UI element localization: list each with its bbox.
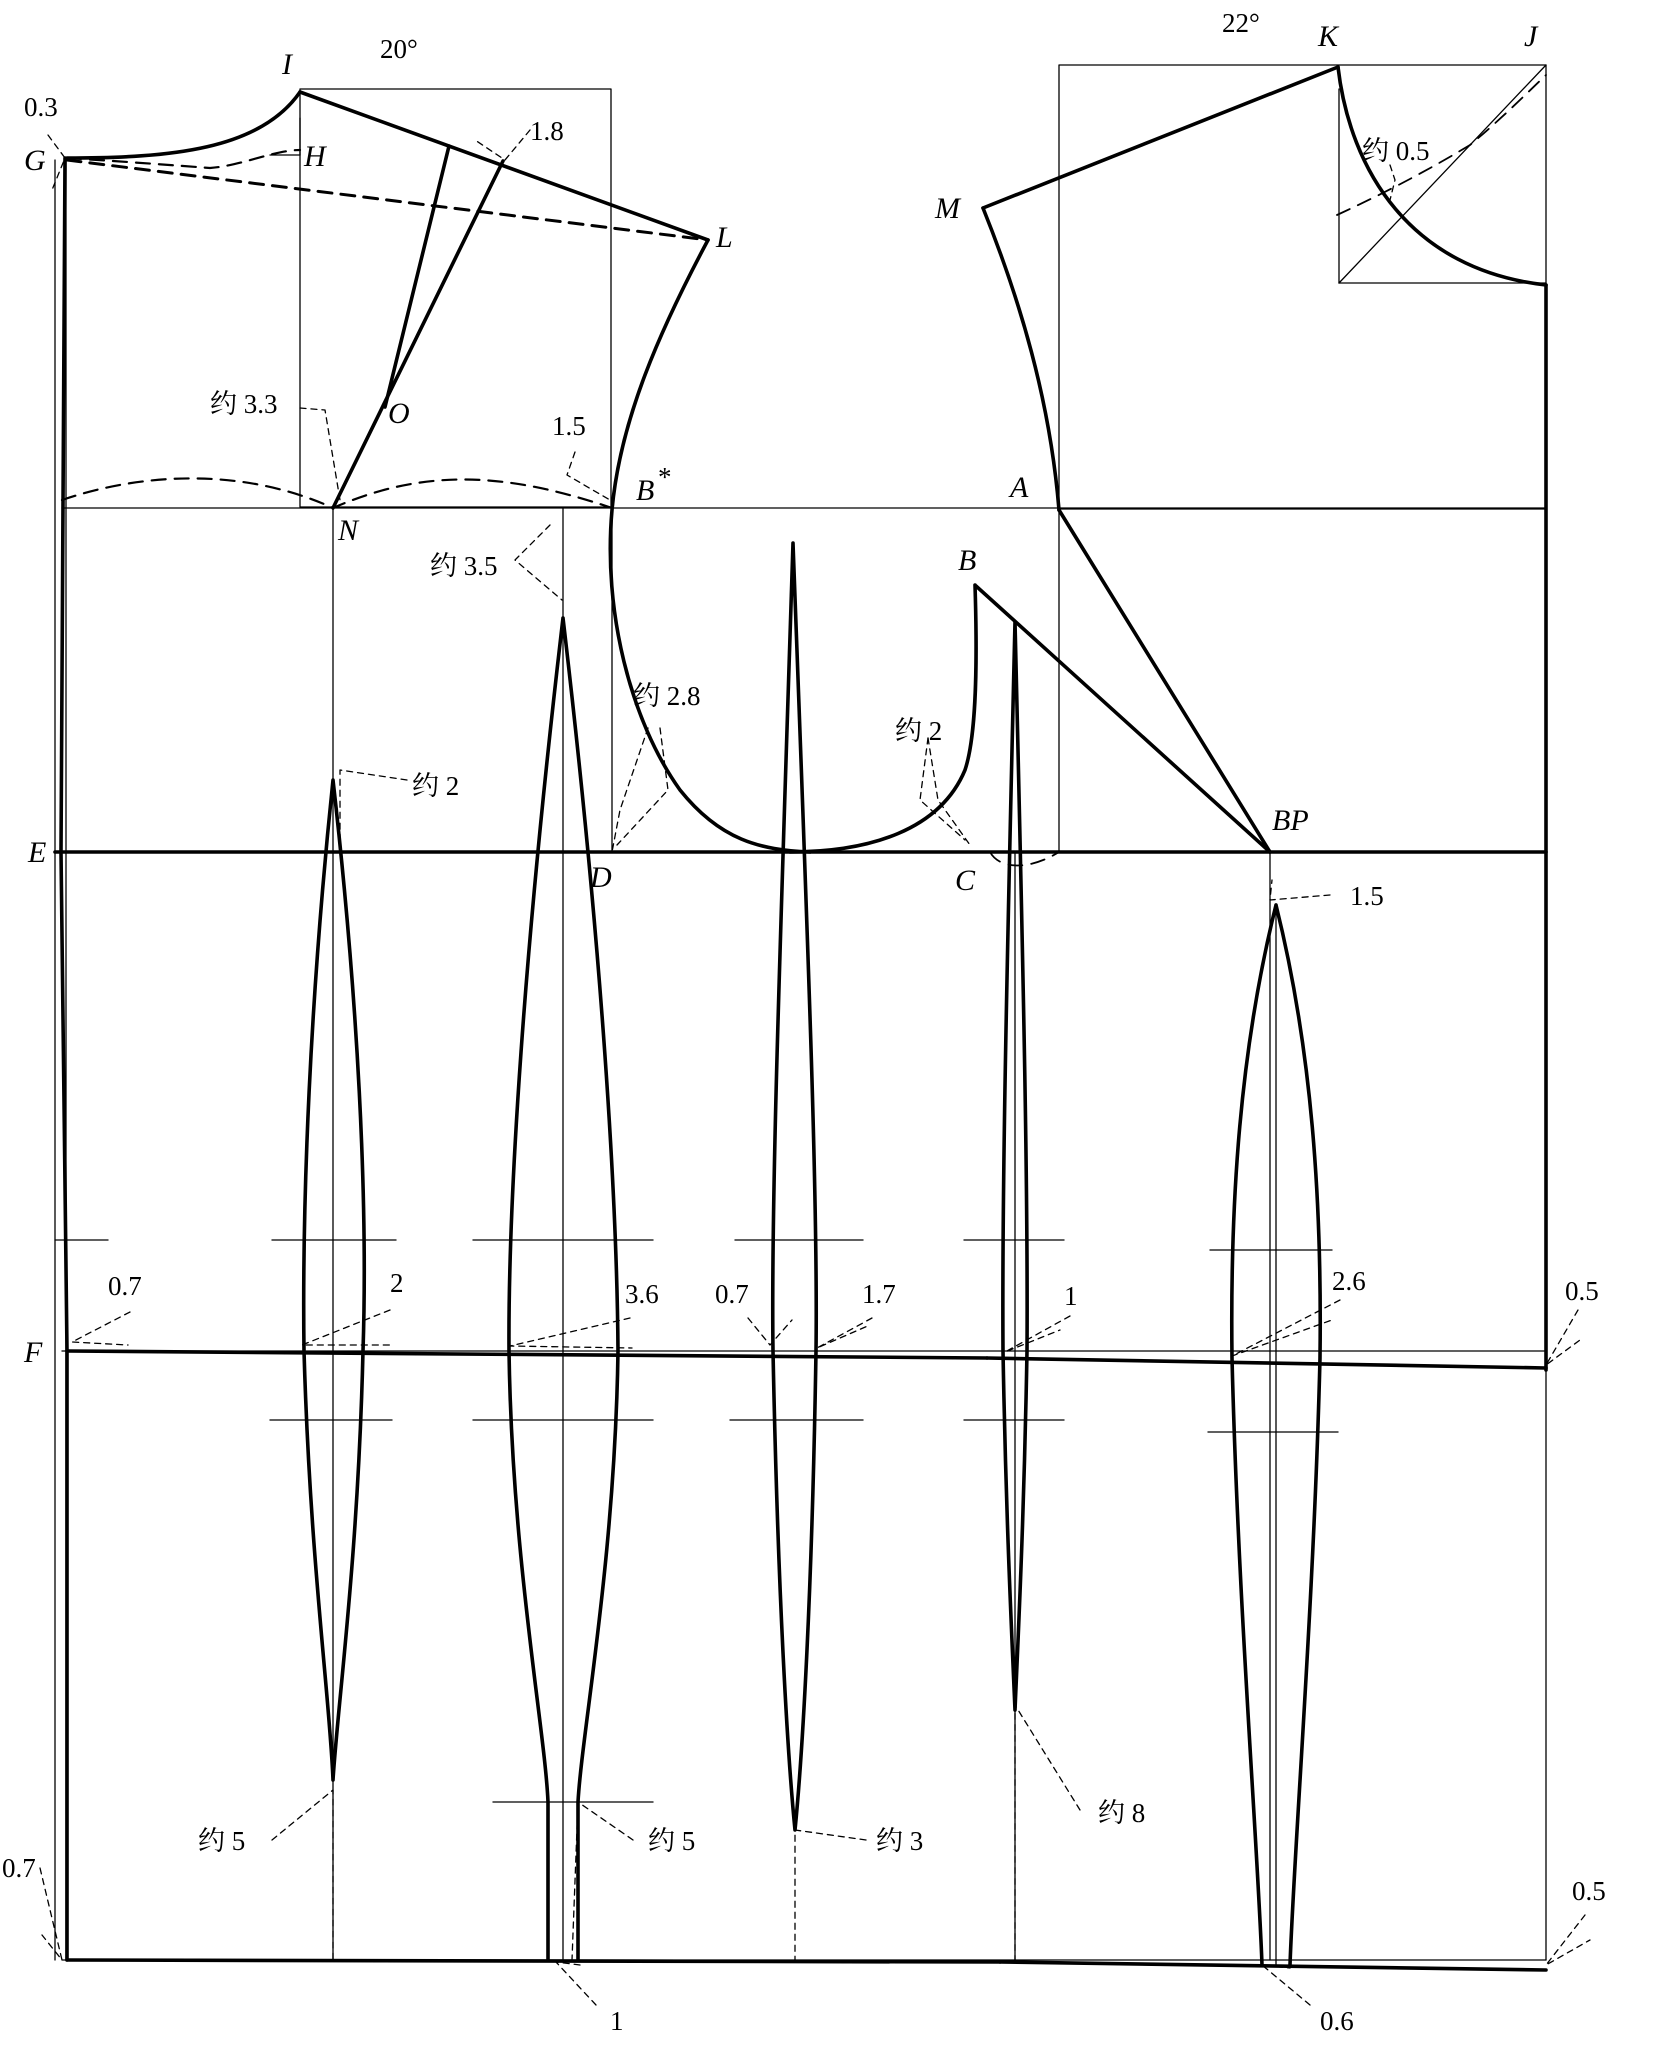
meas-dart-n-top: 约 2	[412, 771, 460, 801]
meas-waist-left: 0.7	[108, 1271, 142, 1301]
meas-side-left: 0.7	[715, 1279, 749, 1309]
label-N: N	[338, 514, 359, 547]
meas-side-offset: 1.5	[552, 411, 586, 441]
meas-armhole-back: 约 2.8	[633, 681, 701, 711]
meas-dart5-width: 2.6	[1332, 1266, 1366, 1296]
meas-waist-right: 0.5	[1565, 1276, 1599, 1306]
dart-1	[304, 780, 365, 1780]
label-H: H	[304, 140, 326, 173]
meas-hem-dart2: 1	[610, 2006, 624, 2036]
back-armhole	[610, 240, 810, 852]
measurement-labels	[2, 92, 1606, 2036]
label-BP: BP	[1272, 804, 1309, 837]
construction-lines	[55, 65, 1546, 1960]
meas-dart1-bottom: 约 5	[198, 1826, 246, 1856]
point-labels	[23, 20, 1539, 1369]
hem-line-left	[67, 1960, 1000, 1962]
label-A: A	[1010, 471, 1029, 504]
front-armhole-lower	[790, 585, 976, 852]
bust-dart-upper	[1059, 510, 1270, 852]
dashed-lines	[62, 75, 1546, 866]
meas-dart4-width: 1	[1064, 1281, 1078, 1311]
label-star: *	[658, 462, 672, 492]
hem-line-right	[1000, 1962, 1546, 1970]
dart-3	[773, 543, 817, 1830]
meas-side-right: 1.7	[862, 1279, 896, 1309]
waist-line-right	[987, 1358, 1546, 1368]
meas-dart-top: 约 3.5	[430, 551, 498, 581]
label-L: L	[716, 221, 733, 254]
angle-labels	[380, 8, 1260, 64]
back-shoulder-dart-right	[333, 161, 503, 508]
label-G: G	[24, 144, 46, 177]
angle-front-shoulder: 22°	[1222, 8, 1260, 38]
meas-dart3-bottom: 约 3	[876, 1826, 924, 1856]
label-D: D	[590, 861, 612, 894]
meas-shoulder-dart: 1.8	[530, 116, 564, 146]
label-M: M	[935, 192, 960, 225]
label-O: O	[388, 397, 410, 430]
label-B-star: B	[636, 474, 655, 507]
meas-armhole-front: 约 2	[895, 716, 943, 746]
meas-bp-drop: 1.5	[1350, 881, 1384, 911]
meas-dart4-bottom: 约 8	[1098, 1798, 1146, 1828]
front-neckline	[1338, 67, 1546, 285]
back-shoulder-line	[300, 92, 708, 240]
label-I: I	[282, 48, 292, 81]
meas-neck-drop: 0.3	[24, 92, 58, 122]
back-shoulder-dart-dash	[67, 160, 708, 240]
front-shoulder-line	[983, 67, 1338, 208]
label-C: C	[955, 864, 976, 897]
waist-line-left	[67, 1351, 987, 1358]
meas-dart2-bottom: 约 5	[648, 1826, 696, 1856]
meas-dart2-width: 3.6	[625, 1279, 659, 1309]
back-neckline	[67, 92, 300, 158]
meas-hem-left: 0.7	[2, 1853, 36, 1883]
pattern-outline	[55, 67, 1546, 1970]
meas-hem-dart5: 0.6	[1320, 2006, 1354, 2036]
meas-dart1-width: 2	[390, 1268, 404, 1298]
label-E: E	[28, 836, 47, 869]
meas-dart-o: 约 3.3	[210, 389, 278, 419]
meas-hem-right: 0.5	[1572, 1876, 1606, 1906]
back-shoulder-dart-left	[385, 146, 449, 407]
meas-neck-front: 约 0.5	[1362, 136, 1430, 166]
label-B: B	[958, 544, 977, 577]
label-K: K	[1318, 20, 1339, 53]
angle-back-shoulder: 20°	[380, 34, 418, 64]
label-J: J	[1524, 20, 1538, 53]
label-F: F	[24, 1336, 43, 1369]
front-armhole-upper	[983, 208, 1059, 510]
